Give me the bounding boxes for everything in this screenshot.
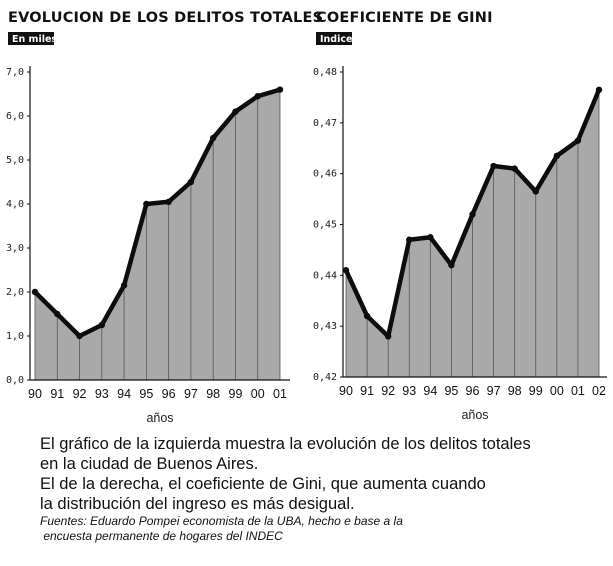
x-axis-label: años (146, 411, 174, 425)
y-tick-label: 0,0 (6, 375, 25, 386)
x-tick-label: 94 (423, 384, 438, 398)
chart-title: EVOLUCION DE LOS DELITOS TOTALES (8, 10, 324, 26)
data-point (143, 201, 149, 207)
data-point (364, 313, 370, 319)
data-point (596, 87, 602, 93)
x-tick-label: 99 (528, 384, 543, 398)
x-tick-label: 94 (117, 387, 132, 401)
caption-line-4: la distribución del ingreso es más desigual. (40, 495, 355, 513)
y-tick-label: 0,47 (313, 117, 338, 129)
data-point (188, 179, 194, 185)
x-tick-label: 00 (250, 387, 265, 401)
unit-label: En miles (12, 34, 58, 45)
chart-title: COEFICIENTE DE GINI (316, 10, 493, 26)
data-point (554, 153, 560, 159)
x-tick-label: 02 (592, 384, 606, 398)
y-tick-label: 3,0 (6, 243, 25, 254)
x-tick-label: 90 (28, 387, 42, 401)
x-tick-label: 92 (72, 387, 87, 401)
data-point (255, 93, 261, 99)
data-point (165, 199, 171, 205)
data-point (511, 165, 517, 171)
y-tick-label: 0,46 (313, 168, 338, 180)
y-tick-label: 6,0 (6, 111, 25, 122)
x-tick-label: 00 (549, 384, 564, 398)
data-point (54, 311, 60, 317)
caption-line-3: El de la derecha, el coeficiente de Gini, que aumenta cuando (40, 475, 486, 493)
x-tick-label: 91 (360, 384, 375, 398)
x-tick-label: 95 (139, 387, 154, 401)
data-point (448, 262, 454, 268)
data-point (406, 237, 412, 243)
x-axis-label: años (461, 408, 489, 422)
x-tick-label: 93 (94, 387, 109, 401)
x-tick-label: 98 (507, 384, 522, 398)
caption-line-2: en la ciudad de Buenos Aires. (40, 455, 259, 473)
y-tick-label: 0,44 (313, 270, 338, 282)
y-tick-label: 2,0 (6, 287, 25, 298)
x-tick-label: 91 (50, 387, 65, 401)
x-tick-label: 99 (228, 387, 243, 401)
data-point (427, 234, 433, 240)
x-tick-label: 98 (206, 387, 221, 401)
gini-chart (313, 10, 607, 422)
y-tick-label: 1,0 (6, 331, 25, 342)
data-point (121, 282, 127, 288)
crime-chart (6, 10, 323, 425)
data-point (277, 86, 283, 92)
y-tick-label: 4,0 (6, 199, 25, 210)
x-tick-label: 97 (486, 384, 501, 398)
data-point (343, 267, 349, 273)
data-point (232, 108, 238, 114)
sources-line-1: Fuentes: Eduardo Pompei economista de la UBA, hecho e base a la (40, 514, 403, 528)
y-tick-label: 5,0 (6, 155, 25, 166)
data-point (99, 322, 105, 328)
caption-line-1: El gráfico de la izquierda muestra la evolución de los delitos totales (40, 435, 531, 453)
data-point (533, 188, 539, 194)
x-tick-label: 95 (444, 384, 459, 398)
unit-label: Indice (320, 34, 353, 45)
x-tick-label: 97 (183, 387, 198, 401)
data-point (76, 333, 82, 339)
data-point (575, 137, 581, 143)
data-point (469, 211, 475, 217)
x-tick-label: 93 (402, 384, 417, 398)
data-point (32, 289, 38, 295)
series-area (35, 90, 280, 380)
data-point (490, 163, 496, 169)
y-tick-label: 0,48 (313, 67, 338, 78)
x-tick-label: 90 (339, 384, 353, 398)
x-tick-label: 96 (161, 387, 176, 401)
data-point (385, 333, 391, 339)
x-tick-label: 96 (465, 384, 480, 398)
y-tick-label: 0,43 (313, 321, 338, 333)
data-point (210, 135, 216, 141)
x-tick-label: 01 (273, 387, 287, 401)
y-tick-label: 7,0 (6, 67, 25, 78)
caption (40, 434, 600, 544)
x-tick-label: 01 (570, 384, 585, 398)
y-tick-label: 0,45 (313, 219, 338, 231)
sources-line-2: encuesta permanente de hogares del INDEC (40, 529, 283, 543)
y-tick-label: 0,42 (313, 372, 338, 383)
x-tick-label: 92 (381, 384, 396, 398)
